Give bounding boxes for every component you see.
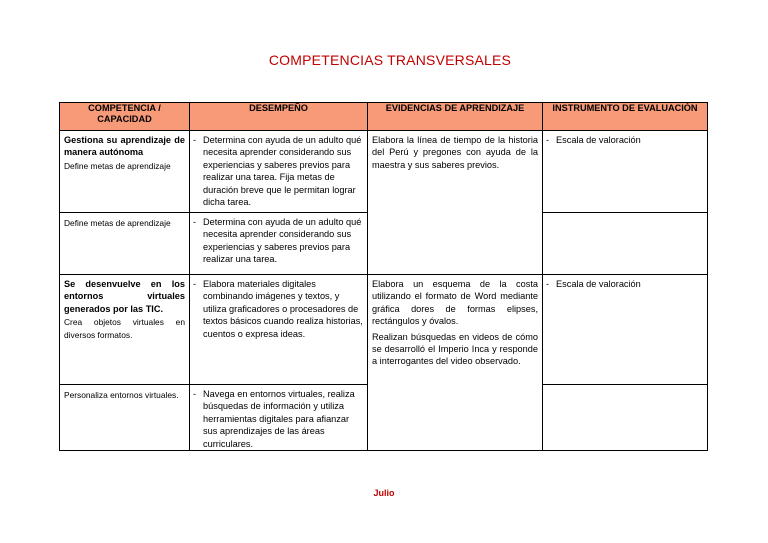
bullet-dash: - (193, 135, 197, 145)
competencias-table (59, 102, 708, 451)
desempeno-text: Determina con ayuda de un adulto qué necesita aprender considerando sus experiencias y saberes previos para realizar una tarea. Fija metas de duración breve que le permitan lograr dicha tarea. (203, 135, 362, 208)
instrumento-cell (543, 385, 708, 451)
bullet-dash: - (193, 389, 197, 399)
competencia-cell (60, 275, 190, 385)
evidencias-text: Realizan búsquedas en videos de cómo se desarrolló el Imperio Inca y responde a interrogantes del video observado. (372, 331, 538, 367)
header-competencia: COMPETENCIA / CAPACIDAD (60, 103, 190, 131)
evidencias-block (368, 275, 542, 368)
capacidad-text: Define metas de aprendizaje (64, 218, 171, 228)
desempeno-item (190, 385, 367, 450)
instrumento-item (543, 275, 707, 290)
header-instrumento: INSTRUMENTO DE EVALUACIÓN (543, 103, 708, 131)
footer-month: Julio (373, 488, 395, 498)
desempeno-item (190, 131, 367, 208)
instrumento-cell (543, 275, 708, 385)
capacidad-text: Define metas de aprendizaje (64, 160, 171, 171)
evidencias-cell (368, 131, 543, 275)
desempeno-cell (190, 275, 368, 385)
desempeno-text: Determina con ayuda de un adulto qué necesita aprender considerando sus experiencias y saberes previos para realizar una tarea. (203, 217, 362, 265)
instrumento-item (543, 131, 707, 146)
instrumento-text: Escala de valoración (556, 279, 641, 289)
capacidad-text: Crea objetos virtuales en diversos formatos. (64, 317, 185, 340)
header-evidencias: EVIDENCIAS DE APRENDIZAJE (368, 103, 543, 131)
bullet-dash: - (546, 135, 550, 145)
table-row (60, 131, 708, 213)
table-row (60, 275, 708, 385)
competencia-cell (60, 131, 190, 213)
instrumento-cell (543, 213, 708, 275)
header-desempeno: DESEMPEÑO (190, 103, 368, 131)
competencia-title: Gestiona su aprendizaje de manera autónoma (64, 135, 185, 158)
desempeno-cell (190, 385, 368, 451)
bullet-dash: - (546, 279, 550, 289)
competencia-title: Se desenvuelve en los entornos virtuales generados por las TIC. (64, 279, 185, 314)
desempeno-cell (190, 131, 368, 213)
desempeno-item (190, 275, 367, 340)
capacidad-text: Personaliza entornos virtuales. (64, 390, 179, 400)
evidencias-text: Elabora un esquema de la costa utilizando el formato de Word mediante gráfica dores de formas elipses, rectángulos y óvalos. (372, 279, 538, 327)
competencia-cell (60, 213, 190, 275)
instrumento-cell (543, 131, 708, 213)
table-header-row (60, 103, 708, 131)
evidencias-text: Elabora la línea de tiempo de la historia del Perú y pregones con ayuda de la maestra y sus saberes previos. (372, 135, 538, 170)
instrumento-text: Escala de valoración (556, 135, 641, 145)
desempeno-cell (190, 213, 368, 275)
evidencias-cell (368, 275, 543, 451)
desempeno-item (190, 213, 367, 266)
bullet-dash: - (193, 279, 197, 289)
competencia-cell (60, 385, 190, 451)
page-title: COMPETENCIAS TRANSVERSALES (268, 52, 512, 68)
desempeno-text: Navega en entornos virtuales, realiza búsquedas de información y utiliza herramientas digitales para afianzar sus aprendizajes de las áreas curriculares. (203, 389, 355, 449)
bullet-dash: - (193, 217, 197, 227)
desempeno-text: Elabora materiales digitales combinando imágenes y textos, y utiliza graficadores o procesadores de textos básicos cuando realiza historias, cuentos o expresa ideas. (203, 279, 363, 339)
